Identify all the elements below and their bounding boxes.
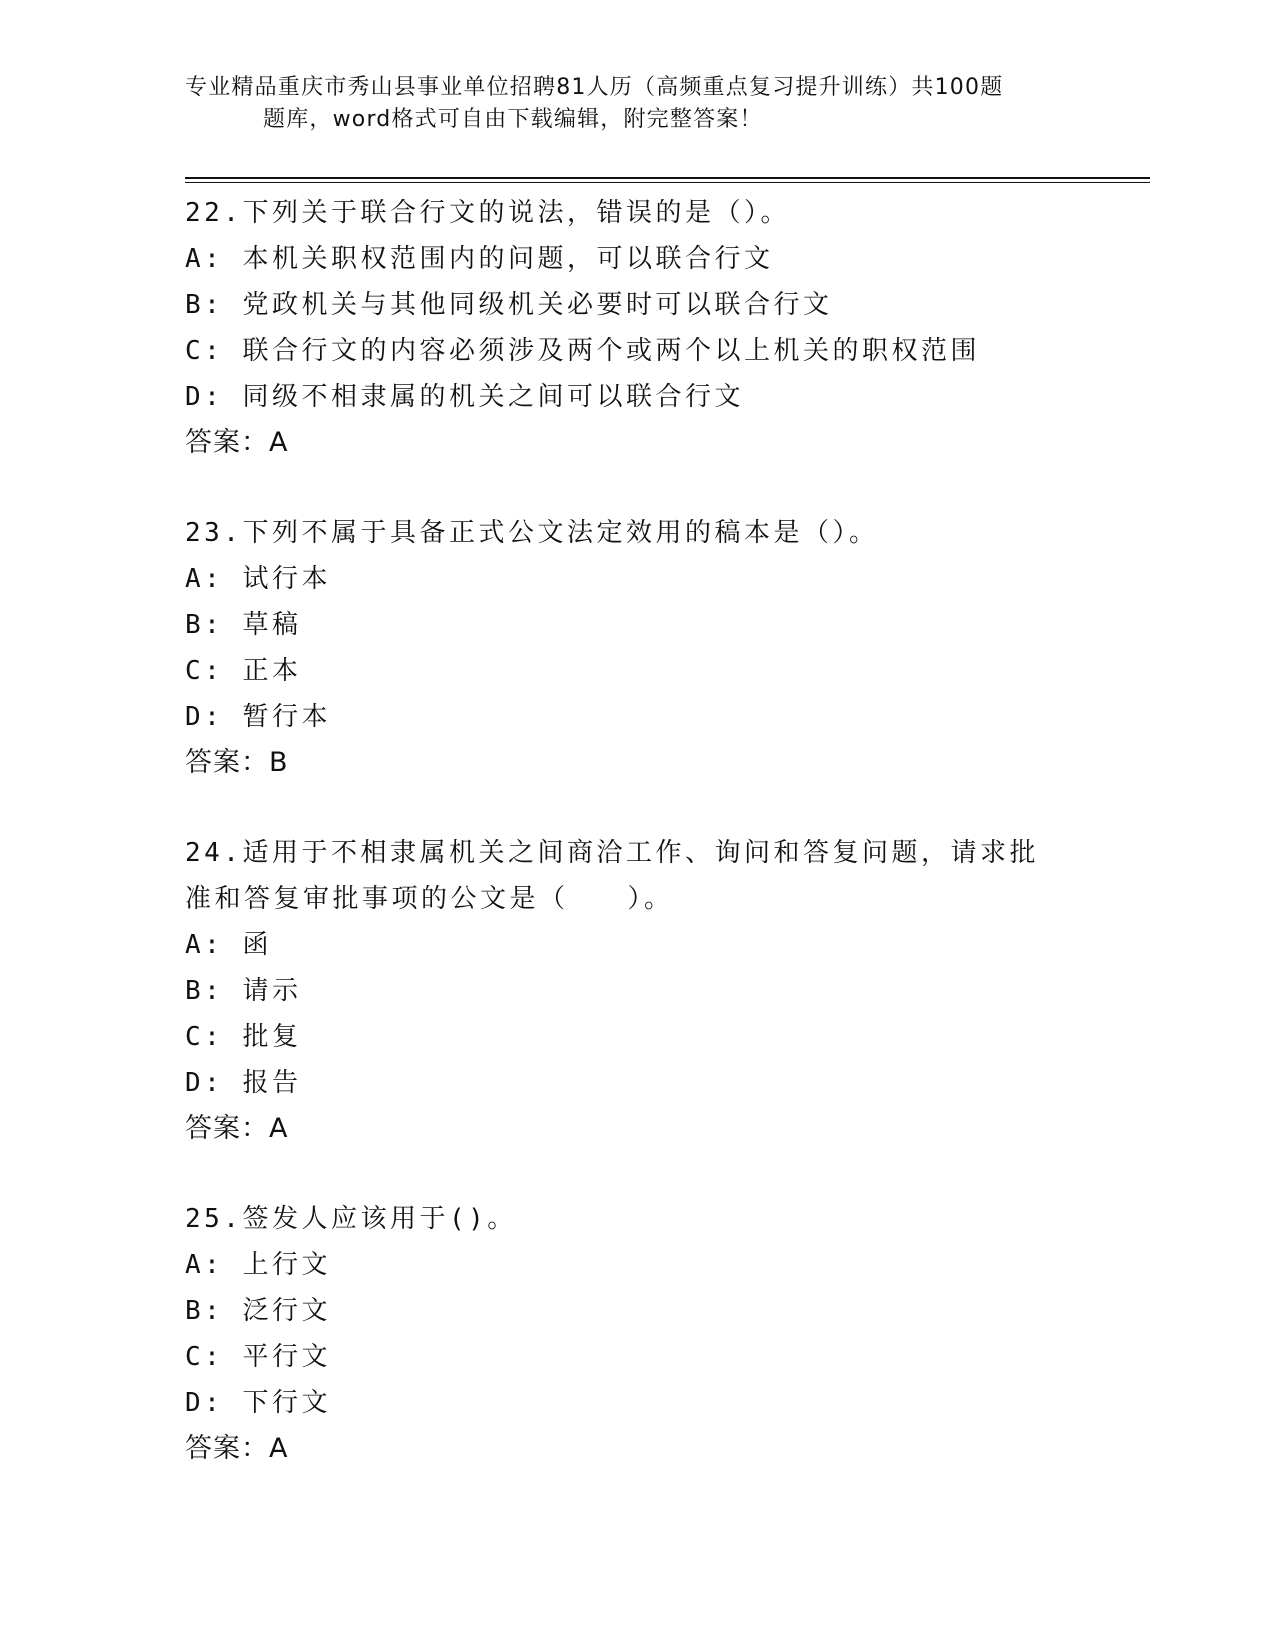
option-a: A: 本机关职权范围内的问题，可以联合行文 <box>185 244 774 274</box>
question-text: 24.适用于不相隶属机关之间商洽工作、询问和答复问题，请求批准和答复审批事项的公文是（ ）。 <box>185 838 1039 914</box>
header-divider-thick <box>185 177 1150 179</box>
option-a: A: 试行本 <box>185 564 331 594</box>
question-text: 23.下列不属于具备正式公文法定效用的稿本是（）。 <box>185 518 879 548</box>
question-text: 25.签发人应该用于()。 <box>185 1204 517 1234</box>
option-a: A: 函 <box>185 930 272 960</box>
option-d: D: 同级不相隶属的机关之间可以联合行文 <box>185 382 744 412</box>
answer-line: 答案：A <box>185 1433 289 1464</box>
option-b: B: 泛行文 <box>185 1296 331 1326</box>
document-header <box>185 72 1085 136</box>
header-divider-thin <box>185 182 1150 183</box>
answer-line: 答案：A <box>185 427 289 458</box>
option-c: C: 联合行文的内容必须涉及两个或两个以上机关的职权范围 <box>185 336 980 366</box>
option-b: B: 党政机关与其他同级机关必要时可以联合行文 <box>185 290 833 320</box>
question-22 <box>185 190 1085 466</box>
option-b: B: 草稿 <box>185 610 302 640</box>
question-25 <box>185 1196 1085 1472</box>
question-list <box>185 190 1085 1516</box>
option-d: D: 暂行本 <box>185 702 331 732</box>
header-title-line-2: 题库，word格式可自由下载编辑，附完整答案！ <box>263 107 763 132</box>
question-text: 22.下列关于联合行文的说法，错误的是（）。 <box>185 198 790 228</box>
option-a: A: 上行文 <box>185 1250 331 1280</box>
option-c: C: 平行文 <box>185 1342 331 1372</box>
answer-line: 答案：A <box>185 1113 289 1144</box>
question-23 <box>185 510 1085 786</box>
answer-line: 答案：B <box>185 747 289 778</box>
question-24 <box>185 830 1085 1152</box>
option-d: D: 下行文 <box>185 1388 331 1418</box>
option-b: B: 请示 <box>185 976 302 1006</box>
option-d: D: 报告 <box>185 1068 302 1098</box>
option-c: C: 批复 <box>185 1022 302 1052</box>
header-title-line-1: 专业精品重庆市秀山县事业单位招聘81人历（高频重点复习提升训练）共100题 <box>185 75 1004 100</box>
option-c: C: 正本 <box>185 656 302 686</box>
